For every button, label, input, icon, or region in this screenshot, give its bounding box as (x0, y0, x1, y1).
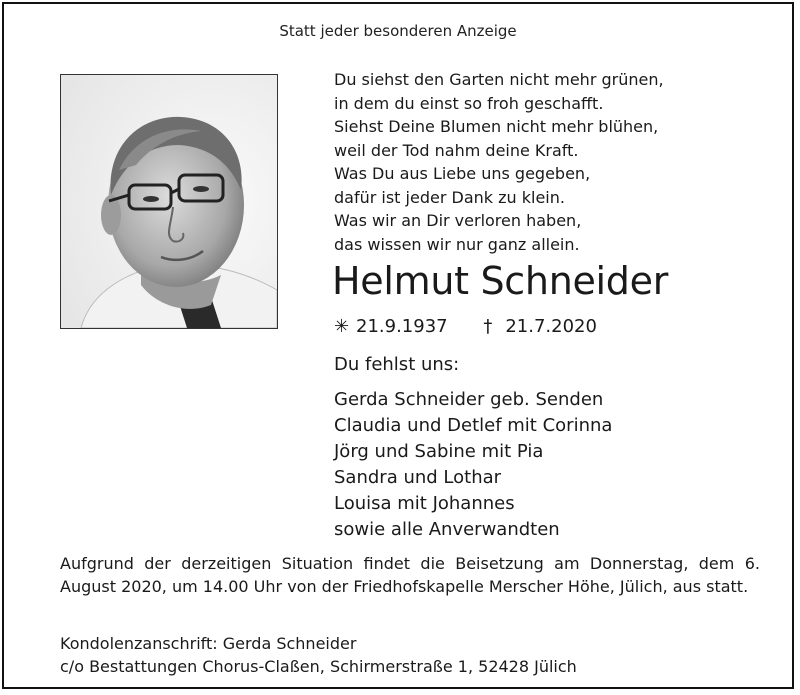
portrait-illustration (61, 75, 277, 328)
poem-line: Was wir an Dir verloren haben, (334, 211, 582, 230)
poem-line: weil der Tod nahm deine Kraft. (334, 140, 579, 160)
poem-line: in dem du einst so froh geschafft. (334, 93, 604, 113)
poem-line: Siehst Deine Blumen nicht mehr blühen, (334, 117, 659, 136)
funeral-notice: Aufgrund der derzeitigen Situation findet die Beisetzung am Donnerstag, dem 6. August 2020, um 14.00 Uhr von der Friedhofskapelle Merscher Höhe, Jülich, aus statt. (60, 554, 760, 596)
poem-line: Was Du aus Liebe uns gegeben, (334, 164, 591, 183)
deceased-name: Helmut Schneider (332, 259, 669, 303)
portrait-photo (60, 74, 278, 329)
mourners-intro: Du fehlst uns: (334, 354, 460, 375)
poem-line: Du siehst den Garten nicht mehr grünen, (334, 70, 664, 89)
mourner-name: sowie alle Anverwandten (334, 519, 560, 540)
poem-line: das wissen wir nur ganz allein. (334, 234, 580, 254)
condolence-address (60, 632, 577, 678)
death-date: 21.7.2020 (505, 316, 597, 337)
mourner-name: Gerda Schneider geb. Senden (334, 389, 604, 410)
header-text: Statt jeder besonderen Anzeige (279, 22, 517, 40)
mourner-name: Jörg und Sabine mit Pia (334, 441, 544, 462)
obituary-frame (2, 2, 794, 689)
death-cross-icon: † (483, 316, 493, 337)
poem-line: dafür ist jeder Dank zu klein. (334, 187, 565, 207)
mourner-name: Sandra und Lothar (334, 467, 502, 488)
mourners-list (334, 387, 612, 543)
condolence-line: Kondolenzanschrift: Gerda Schneider (60, 634, 357, 653)
birth-date: 21.9.1937 (356, 316, 448, 337)
mourner-name: Louisa mit Johannes (334, 493, 515, 514)
mourner-name: Claudia und Detlef mit Corinna (334, 415, 613, 436)
birth-star-icon: ✳ (334, 316, 350, 337)
condolence-line: c/o Bestattungen Chorus-Claßen, Schirmerstraße 1, 52428 Jülich (60, 657, 577, 676)
poem (334, 68, 664, 256)
life-dates (334, 316, 597, 337)
